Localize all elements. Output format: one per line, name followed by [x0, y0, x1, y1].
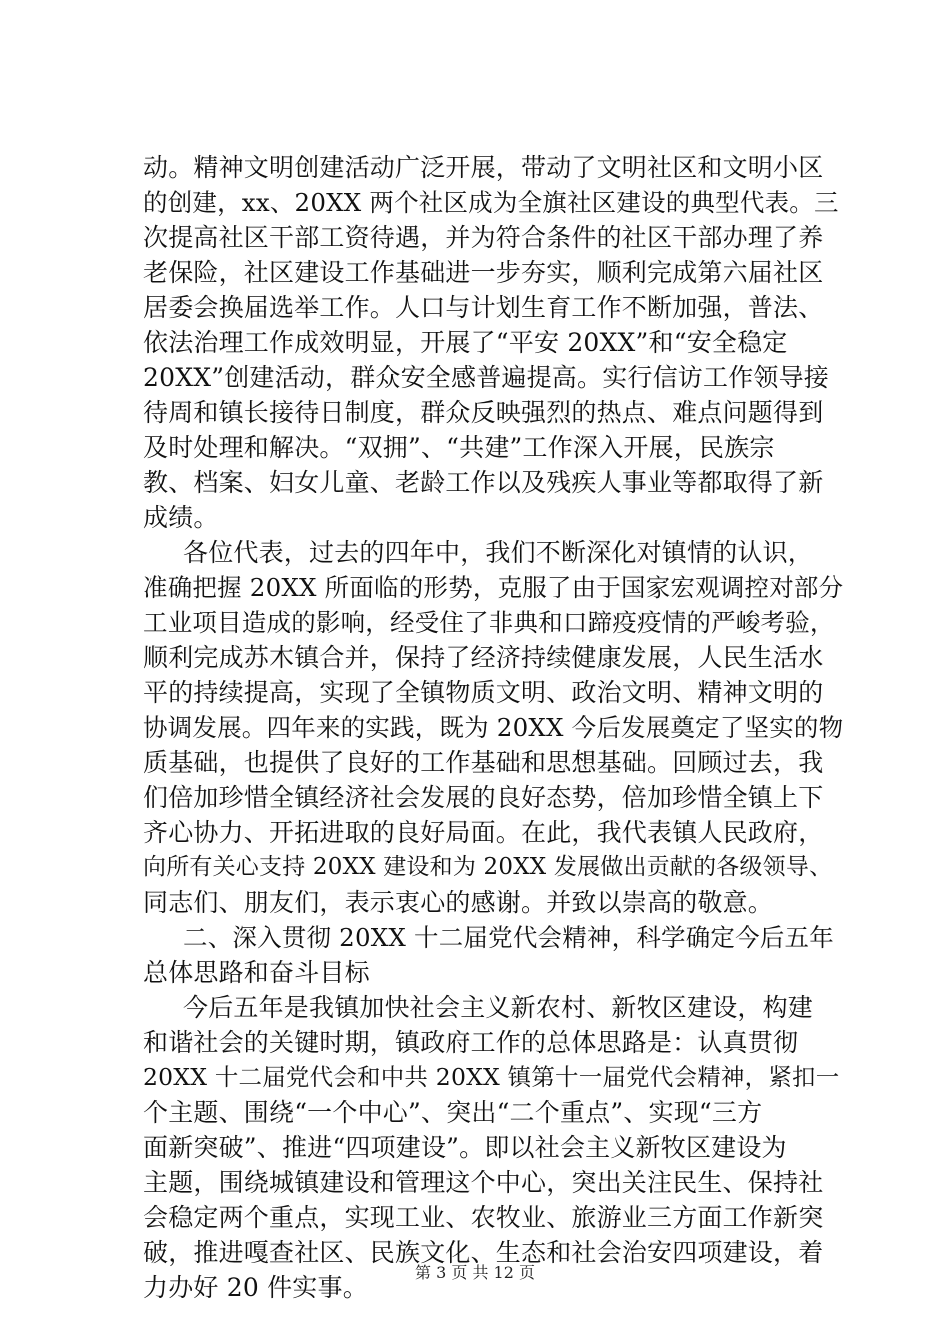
text-line: 的创建，xx、20XX 两个社区成为全旗社区建设的典型代表。三: [143, 188, 839, 217]
text-line: 会稳定两个重点，实现工业、农牧业、旅游业三方面工作新突: [143, 1203, 824, 1232]
text-line: 协调发展。四年来的实践，既为 20XX 今后发展奠定了坚实的物: [143, 713, 844, 742]
text-line: 成绩。: [143, 503, 219, 532]
page-number-label: 第 3 页 共 12 页: [415, 1263, 535, 1282]
text-line: 教、档案、妇女儿童、老龄工作以及残疾人事业等都取得了新: [143, 468, 824, 497]
text-line: 总体思路和奋斗目标: [143, 958, 370, 987]
text-line: 平的持续提高，实现了全镇物质文明、政治文明、精神文明的: [143, 678, 824, 707]
text-line: 各位代表，过去的四年中，我们不断深化对镇情的认识，: [183, 538, 814, 567]
text-line: 20XX”创建活动，群众安全感普遍提高。实行信访工作领导接: [143, 363, 829, 392]
text-line: 动。精神文明创建活动广泛开展，带动了文明社区和文明小区: [143, 153, 824, 182]
text-line: 顺利完成苏木镇合并，保持了经济持续健康发展，人民生活水: [143, 643, 824, 672]
text-line: 力办好 20 件实事。: [143, 1273, 368, 1302]
text-line: 二、深入贯彻 20XX 十二届党代会精神，科学确定今后五年: [183, 923, 834, 952]
text-line: 20XX 十二届党代会和中共 20XX 镇第十一届党代会精神，紧扣一: [143, 1063, 840, 1091]
text-line: 工业项目造成的影响，经受住了非典和口蹄疫疫情的严峻考验，: [143, 608, 835, 637]
body-text: [143, 150, 843, 1305]
text-line: 次提高社区干部工资待遇，并为符合条件的社区干部办理了养: [143, 223, 824, 252]
text-line: 待周和镇长接待日制度，群众反映强烈的热点、难点问题得到: [143, 398, 824, 427]
text-line: 老保险，社区建设工作基础进一步夯实，顺利完成第六届社区: [143, 258, 824, 287]
text-line: 及时处理和解决。“双拥”、“共建”工作深入开展，民族宗: [143, 433, 775, 462]
text-line: 居委会换届选举工作。人口与计划生育工作不断加强，普法、: [143, 293, 824, 322]
text-line: 面新突破”、推进“四项建设”。即以社会主义新牧区建设为: [143, 1133, 787, 1162]
text-line: 破，推进嘎查社区、民族文化、生态和社会治安四项建设，着: [143, 1238, 824, 1267]
text-line: 个主题、围绕“一个中心”、突出“二个重点”、实现“三方: [143, 1098, 763, 1127]
text-line: 同志们、朋友们，表示衷心的感谢。并致以崇高的敬意。: [143, 888, 774, 917]
text-line: 依法治理工作成效明显，开展了“平安 20XX”和“安全稳定: [143, 328, 788, 357]
text-line: 主题，围绕城镇建设和管理这个中心，突出关注民生、保持社: [143, 1168, 824, 1197]
text-line: 齐心协力、开拓进取的良好局面。在此，我代表镇人民政府，: [143, 818, 824, 847]
text-line: 准确把握 20XX 所面临的形势，克服了由于国家宏观调控对部分: [143, 573, 844, 602]
text-line: 今后五年是我镇加快社会主义新农村、新牧区建设，构建: [183, 993, 814, 1022]
text-line: 和谐社会的关键时期，镇政府工作的总体思路是：认真贯彻: [143, 1028, 799, 1057]
page-footer: [0, 1262, 950, 1284]
text-line: 们倍加珍惜全镇经济社会发展的良好态势，倍加珍惜全镇上下: [143, 783, 824, 812]
text-line: 向所有关心支持 20XX 建设和为 20XX 发展做出贡献的各级领导、: [143, 854, 833, 880]
text-line: 质基础，也提供了良好的工作基础和思想基础。回顾过去，我: [143, 748, 824, 777]
